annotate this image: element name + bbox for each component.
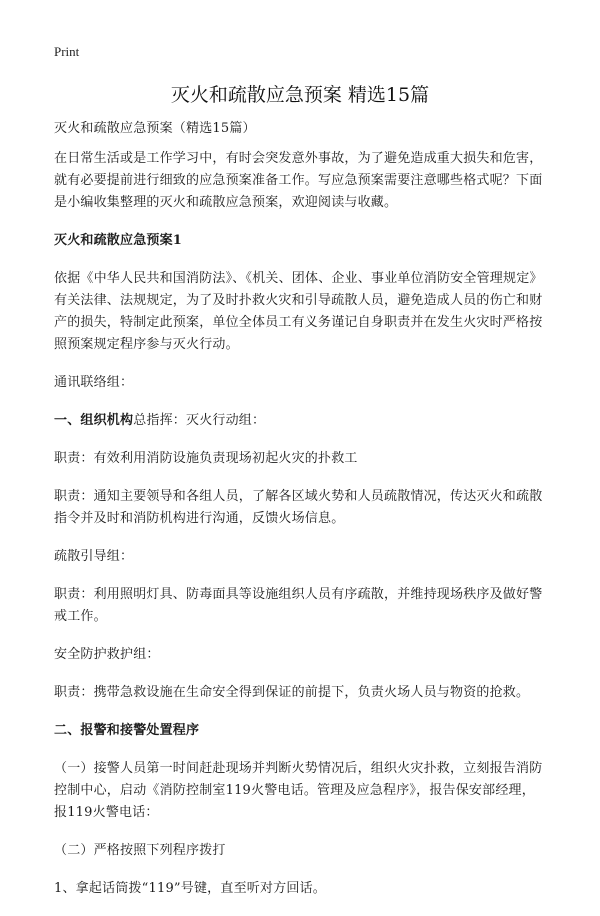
alarm-heading: 二、报警和接警处置程序 (54, 723, 200, 738)
section-heading: 灭火和疏散应急预案1 (54, 233, 183, 248)
org-heading (54, 410, 548, 432)
org-heading-bold: 一、组织机构 (54, 413, 134, 428)
print-link[interactable]: Print (54, 44, 80, 59)
alarm-step-1: （一）接警人员第一时间赶赴现场并判断火势情况后，组织火灾扑救，立刻报告消防控制中心，启动《消防控制室119火警电话。管理及应急程序》，报告保安部经理，报119火警电话： (54, 761, 543, 820)
duty-fire-paragraph: 职责：有效利用消防设施负责现场初起火灾的扑救工 (54, 451, 358, 466)
evac-group-label: 疏散引导组： (54, 549, 134, 564)
basis-paragraph: 依据《中华人民共和国消防法》、《机关、团体、企业、事业单位消防安全管理规定》有关法律、法规规定，为了及时扑救火灾和引导疏散人员，避免造成人员的伤亡和财产的损失，特制定此预案，单位全体员工有义务谨记自身职责并在发生火灾时严格按照预案规定程序参与灭火行动。 (54, 271, 543, 352)
duty-comm-paragraph: 职责：通知主要领导和各组人员，了解各区域火势和人员疏散情况，传达灭火和疏散指令并及时和消防机构进行沟通，反馈火场信息。 (54, 489, 543, 526)
document-body (54, 118, 548, 916)
safety-group-label: 安全防护救护组： (54, 647, 160, 662)
alarm-step-2: （二）严格按照下列程序拨打 (54, 843, 226, 858)
document-title: 灭火和疏散应急预案 精选15篇 (170, 84, 430, 106)
alarm-step-2-1: 1、拿起话筒拨“119”号键，直至听对方回话。 (54, 881, 326, 896)
duty-evac-paragraph: 职责：利用照明灯具、防毒面具等设施组织人员有序疏散，并维持现场秩序及做好警戒工作。 (54, 587, 543, 624)
comm-group-label: 通讯联络组： (54, 375, 134, 390)
duty-safety-paragraph: 职责：携带急救设施在生命安全得到保证的前提下，负责火场人员与物资的抢救。 (54, 685, 530, 700)
document-subtitle: 灭火和疏散应急预案（精选15篇） (54, 121, 256, 136)
intro-paragraph: 在日常生活或是工作学习中，有时会突发意外事故，为了避免造成重大损失和危害，就有必要提前进行细致的应急预案准备工作。写应急预案需要注意哪些格式呢？下面是小编收集整理的灭火和疏散应急预案，欢迎阅读与收藏。 (54, 151, 543, 210)
org-heading-rest: 总指挥：灭火行动组： (133, 413, 266, 428)
